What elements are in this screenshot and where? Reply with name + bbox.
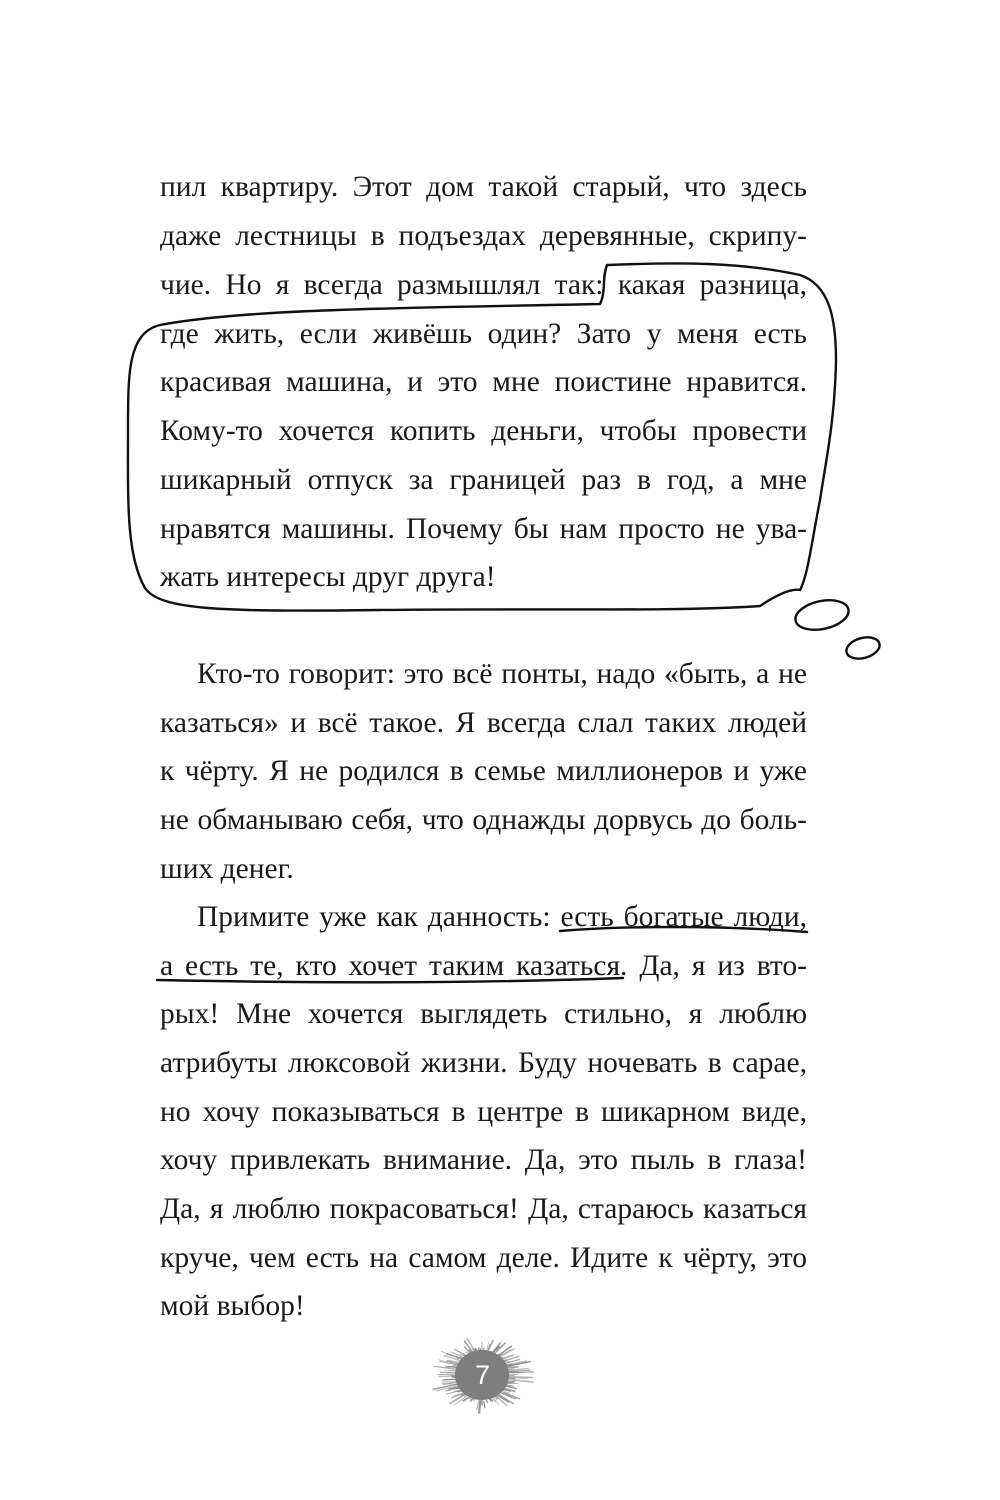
text-line: хочу привлекать внимание. Да, это пыль в глаза! — [160, 1144, 807, 1176]
text-line: даже лестницы в подъездах деревянные, скрипу- — [160, 220, 807, 252]
text-line: шикарный отпуск за границей раз в год, а мне — [160, 464, 807, 496]
text-line: круче, чем есть на самом деле. Идите к чёрту, это — [160, 1242, 807, 1274]
text-line: Кому-то хочется копить деньги, чтобы провести — [160, 415, 807, 447]
thought-bubble-dot-large — [793, 596, 852, 635]
text-line: жать интересы друг друга! — [160, 561, 496, 593]
thought-bubble-dot-small — [844, 634, 882, 662]
text-line: нравятся машины. Почему бы нам просто не ува- — [160, 513, 807, 545]
text-line: ших денег. — [160, 853, 294, 885]
text-line: а есть те, кто хочет таким казаться. Да, я из вто- — [160, 950, 807, 982]
text-line: Да, я люблю покрасоваться! Да, стараюсь казаться — [160, 1193, 807, 1225]
ink-splash-spike — [488, 1340, 494, 1351]
text-line: рых! Мне хочется выглядеть стильно, я люблю — [160, 998, 807, 1030]
text-line: чие. Но я всегда размышлял так: какая разница, — [160, 269, 807, 301]
text-line: Кто-то говорит: это всё понты, надо «быть, а не — [197, 658, 807, 690]
text-line: где жить, если живёшь один? Зато у меня есть — [160, 318, 807, 350]
text-line: но хочу показываться в центре в шикарном виде, — [160, 1096, 807, 1128]
ink-splash-spike — [484, 1401, 485, 1408]
page-number: 7 — [474, 1360, 491, 1390]
text-line: красивая машина, и это мне поистине нравится. — [160, 366, 807, 398]
text-line: казаться» и всё такое. Я всегда слал таких людей — [160, 707, 807, 739]
text-line: к чёрту. Я не родился в семье миллионеров и уже — [160, 755, 807, 787]
text-line: мой выбор! — [160, 1290, 305, 1322]
text-line: не обманываю себя, что однажды дорвусь до боль- — [160, 804, 807, 836]
text-line: атрибуты люксовой жизни. Буду ночевать в сарае, — [160, 1047, 807, 1079]
text-line: пил квартиру. Этот дом такой старый, что здесь — [160, 171, 807, 203]
text-line: Примите уже как данность: есть богатые люди, — [197, 901, 807, 933]
